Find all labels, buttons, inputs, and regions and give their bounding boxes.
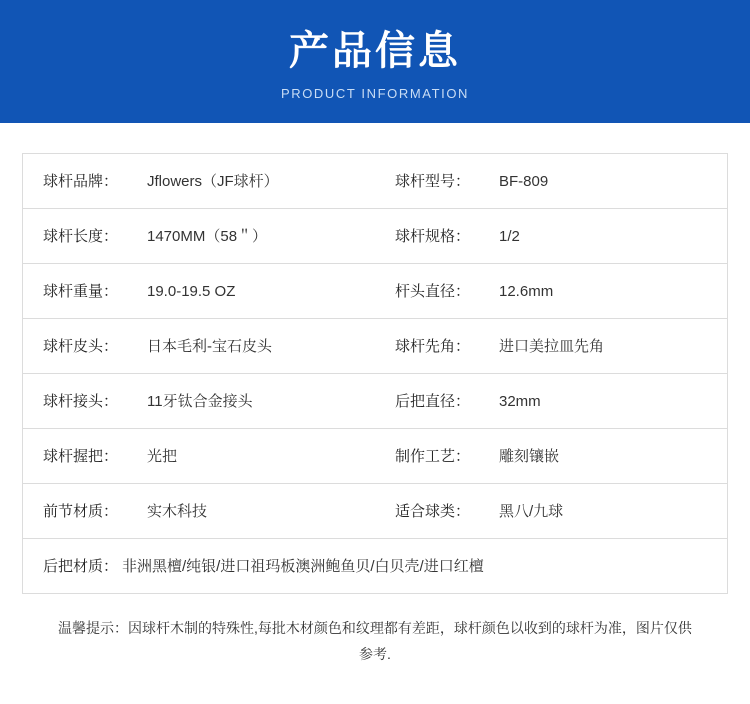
spec-label: 球杆先角：	[395, 337, 471, 355]
spec-label: 后把直径：	[395, 392, 471, 410]
table-cell-pair	[375, 429, 727, 483]
spec-label: 球杆握把：	[43, 447, 119, 465]
spec-value: 19.0-19.5 OZ	[147, 282, 236, 300]
spec-value: BF-809	[499, 172, 549, 190]
table-row	[23, 264, 727, 319]
table-cell-pair	[375, 374, 727, 428]
table-row	[23, 154, 727, 209]
table-cell-pair	[375, 154, 727, 208]
spec-label: 杆头直径：	[395, 282, 471, 300]
spec-value: 光把	[147, 447, 178, 465]
table-cell-pair	[23, 484, 375, 538]
spec-value: 1/2	[499, 227, 520, 245]
spec-label: 后把材质：	[43, 557, 119, 575]
spec-value: 日本毛利-宝石皮头	[147, 337, 272, 355]
page-subtitle: PRODUCT INFORMATION	[280, 86, 470, 101]
table-row	[23, 319, 727, 374]
spec-label: 球杆规格：	[395, 227, 471, 245]
spec-label: 球杆接头：	[43, 392, 119, 410]
spec-label: 适合球类：	[395, 502, 471, 520]
warm-tip-note	[56, 616, 694, 668]
table-row	[23, 374, 727, 429]
spec-value: 32mm	[499, 392, 541, 410]
table-row	[23, 429, 727, 484]
table-cell-pair	[23, 429, 375, 483]
spec-label: 球杆品牌：	[43, 172, 119, 190]
spec-value: 12.6mm	[499, 282, 554, 300]
spec-value: 黑八/九球	[499, 502, 564, 520]
table-row	[23, 209, 727, 264]
page-banner	[0, 0, 750, 123]
table-cell-pair	[375, 209, 727, 263]
spec-value: 11牙钛合金接头	[147, 392, 253, 410]
spec-label: 球杆皮头：	[43, 337, 119, 355]
spec-value: 1470MM（58＂）	[147, 227, 268, 245]
warm-tip-text: 因球杆木制的特殊性,每批木材颜色和纹理都有差距，球杆颜色以收到的球杆为准，图片仅供参考.	[128, 620, 692, 662]
spec-label: 制作工艺：	[395, 447, 471, 465]
spec-value: 实木科技	[147, 502, 208, 520]
specification-table	[22, 153, 728, 594]
table-cell-pair	[23, 154, 375, 208]
table-row-full	[23, 539, 727, 594]
table-cell-pair	[23, 209, 375, 263]
table-cell-pair	[23, 264, 375, 318]
page-title: 产品信息	[289, 29, 461, 73]
spec-value: 非洲黑檀/纯银/进口祖玛板澳洲鲍鱼贝/白贝壳/进口红檀	[122, 557, 484, 575]
spec-value: Jflowers（JF球杆）	[147, 172, 279, 190]
spec-value: 进口美拉皿先角	[499, 337, 605, 355]
table-cell-pair	[375, 264, 727, 318]
table-row	[23, 484, 727, 539]
warm-tip-label: 温馨提示：	[58, 620, 129, 636]
spec-value: 雕刻镶嵌	[499, 447, 560, 465]
spec-label: 球杆长度：	[43, 227, 119, 245]
spec-label: 球杆型号：	[395, 172, 471, 190]
table-cell-pair	[375, 319, 727, 373]
table-cell-pair	[23, 374, 375, 428]
table-cell-pair	[23, 319, 375, 373]
table-cell-pair	[375, 484, 727, 538]
spec-label: 前节材质：	[43, 502, 119, 520]
spec-label: 球杆重量：	[43, 282, 119, 300]
